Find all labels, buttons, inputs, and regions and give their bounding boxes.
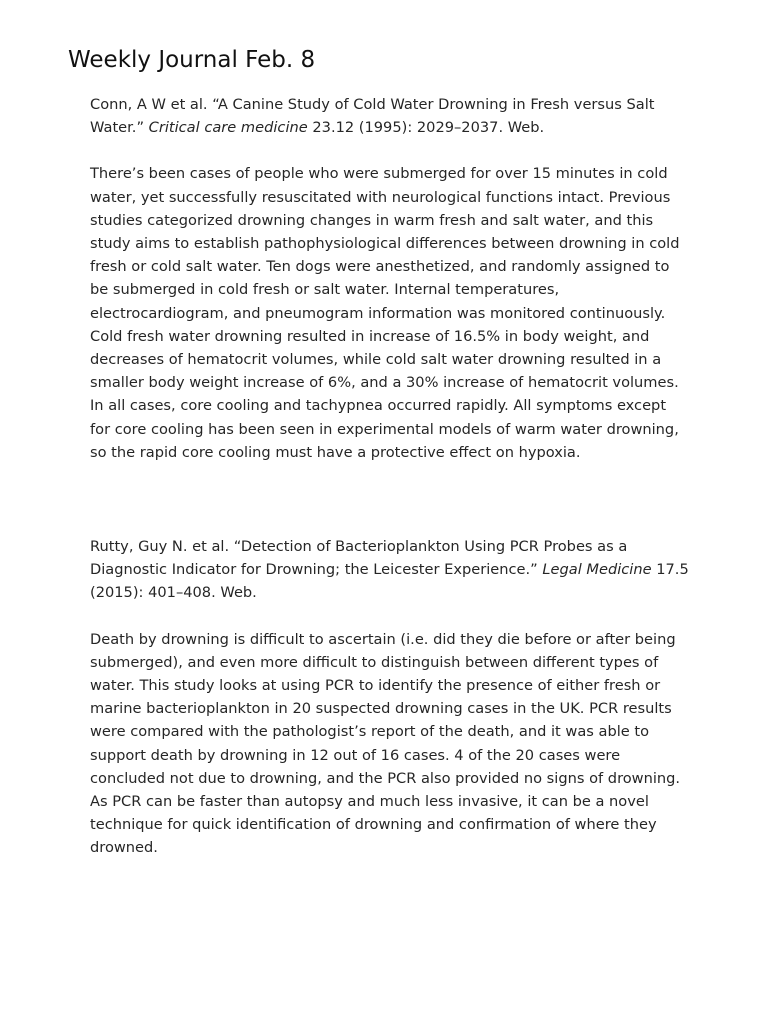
citation (90, 93, 690, 139)
entry-summary: Death by drowning is difficult to ascertain (i.e. did they die before or after being submerged), and even more difficult to distinguish between different types of water. This study looks at using PCR to identify the presence of either fresh or marine bacterioplankton in 20 suspected drowning cases in the UK. PCR results were compared with the pathologist’s report of the death, and it was able to support death by drowning in 12 out of 16 cases. 4 of the 20 cases were concluded not due to drowning, and the PCR also provided no signs of drowning. As PCR can be faster than autopsy and much less invasive, it can be a novel technique for quick identification of drowning and confirmation of where they drowned. (90, 630, 681, 857)
citation (90, 535, 690, 605)
citation-details: 17.5 (2015): 401–408. Web. (90, 561, 689, 602)
citation-journal: Critical care medicine (148, 119, 308, 137)
entry-summary: There’s been cases of people who were submerged for over 15 minutes in cold water, yet successfully resuscitated with neurological functions intact. Previous studies categorized drowning changes in warm fresh and salt water, and this study aims to establish pathophysiological differences between drowning in cold fresh or cold salt water. Ten dogs were anesthetized, and randomly assigned to be submerged in cold fresh or salt water. Internal temperatures, electrocardiogram, and pneumogram information was monitored continuously. Cold fresh water drowning resulted in increase of 16.5% in body weight, and decreases of hematocrit volumes, while cold salt water drowning resulted in a smaller body weight increase of 6%, and a 30% increase of hematocrit volumes. In all cases, core cooling and tachypnea occurred rapidly. All symptoms except for core cooling has been seen in experimental models of warm water drowning, so the rapid core cooling must have a protective effect on hypoxia. (90, 165, 680, 461)
citation-details: 23.12 (1995): 2029–2037. Web. (312, 119, 545, 137)
citation-article-title: “A Canine Study of Cold Water Drowning in Fresh versus Salt Water.” (90, 96, 655, 137)
journal-entry-rutty (90, 535, 690, 860)
citation-journal: Legal Medicine (542, 561, 652, 579)
page-title: Weekly Journal Feb. 8 (68, 47, 316, 73)
citation-article-title: “Detection of Bacterioplankton Using PCR Probes as a Diagnostic Indicator for Drowning; the Leicester Experience.” (90, 538, 628, 579)
citation-authors: Rutty, Guy N. et al. (90, 538, 230, 555)
citation-authors: Conn, A W et al. (90, 96, 208, 113)
journal-entry-conn (90, 93, 690, 464)
